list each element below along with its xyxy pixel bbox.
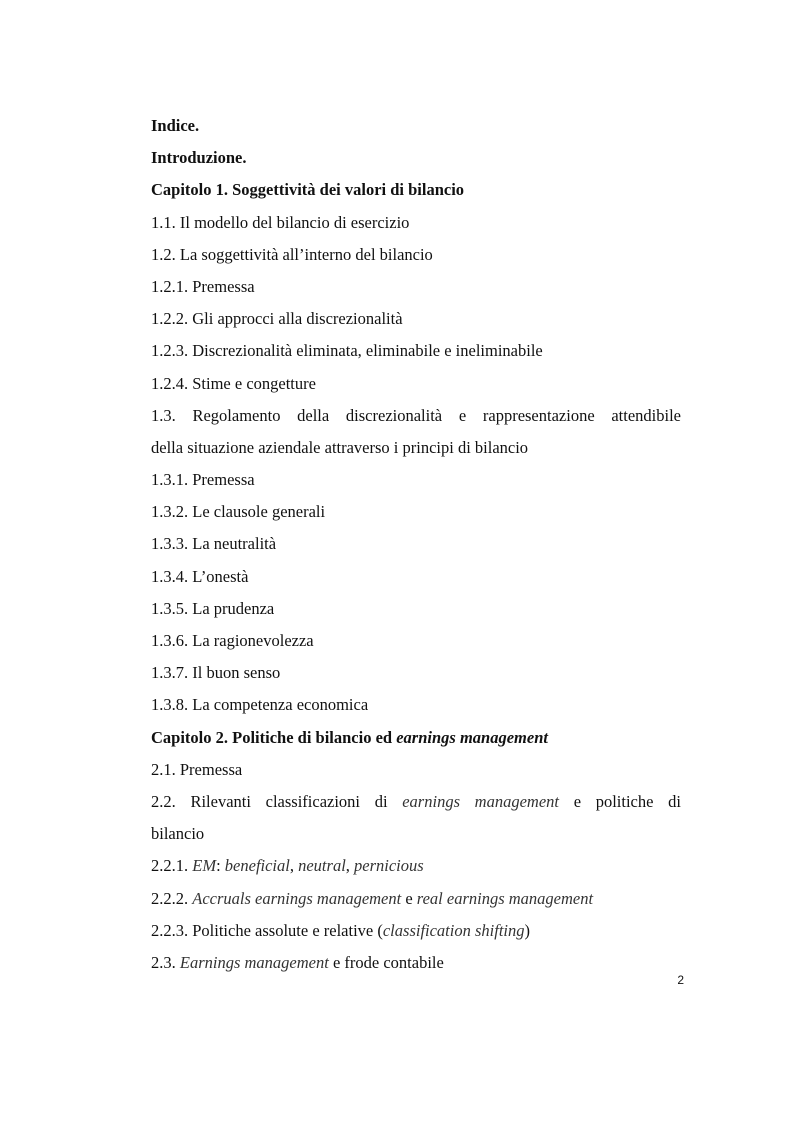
toc-section-2-3-num: 2.3. — [151, 952, 180, 972]
toc-section-2-2-3-italic: classification shifting — [382, 920, 525, 940]
toc-section-1-3-5: 1.3.5. La prudenza — [151, 598, 275, 618]
toc-section-2-2-2-conj: e — [401, 888, 417, 908]
toc-section-2-2-1-colon: : — [216, 856, 225, 876]
toc-chapter-2 — [151, 722, 681, 754]
page-number: 2 — [677, 973, 684, 987]
toc-section-2-2-2-num: 2.2.2. — [151, 888, 193, 908]
toc-section-2-2-text-a: 2.2. Rilevanti classificazioni di — [151, 791, 403, 811]
toc-section-2-2-1 — [151, 850, 681, 882]
toc-section-1-3-4: 1.3.4. L’onestà — [151, 566, 249, 586]
toc-section-2-2-italic: earnings management — [402, 791, 559, 811]
toc-section-1-2: 1.2. La soggettività all’interno del bilancio — [151, 244, 433, 264]
table-of-contents — [151, 110, 681, 979]
toc-section-2-2-2 — [151, 883, 681, 915]
toc-section-2-2-line-1 — [151, 786, 681, 818]
toc-section-2-2-3-text: 2.2.3. Politiche assolute e relative ( — [151, 920, 383, 940]
toc-section-2-3-text: e frode contabile — [328, 952, 444, 972]
toc-section-2-2-1-neutral: neutral — [298, 856, 346, 876]
toc-section-2-2-3-close: ) — [524, 920, 530, 940]
toc-section-1-3-2: 1.3.2. Le clausole generali — [151, 502, 326, 522]
toc-section-1-3-line-1: 1.3. Regolamento della discrezionalità e rappresentazione attendibile — [151, 405, 681, 425]
toc-section-2-2-1-comma-1: , — [289, 856, 299, 876]
toc-section-1-2-2: 1.2.2. Gli approcci alla discrezionalità — [151, 309, 403, 329]
toc-section-1-3-line-2: della situazione aziendale attraverso i principi di bilancio — [151, 437, 529, 457]
toc-section-1-1: 1.1. Il modello del bilancio di esercizio — [151, 212, 410, 232]
toc-section-2-3 — [151, 947, 681, 979]
toc-section-1-3-8: 1.3.8. La competenza economica — [151, 695, 369, 715]
toc-section-1-3-3: 1.3.3. La neutralità — [151, 534, 277, 554]
toc-chapter-2-italic: earnings management — [396, 727, 548, 747]
toc-indice: Indice. — [151, 116, 200, 135]
toc-section-2-1: 2.1. Premessa — [151, 759, 243, 779]
toc-section-1-2-3: 1.2.3. Discrezionalità eliminata, eliminabile e ineliminabile — [151, 341, 543, 361]
toc-section-2-2-line-2: bilancio — [151, 824, 205, 844]
toc-section-2-2-1-em: EM — [192, 856, 217, 876]
toc-section-2-2-1-num: 2.2.1. — [151, 856, 193, 876]
toc-section-2-2-text-c: e politiche di — [559, 791, 681, 811]
toc-section-1-2-1: 1.2.1. Premessa — [151, 276, 255, 296]
toc-section-2-2-1-beneficial: beneficial — [224, 856, 290, 876]
toc-section-1-2-4: 1.2.4. Stime e congetture — [151, 373, 316, 393]
toc-section-2-2-2-real: real earnings management — [416, 888, 594, 908]
toc-section-2-2-1-pernicious: pernicious — [354, 856, 424, 876]
toc-section-2-2-2-accruals: Accruals earnings management — [192, 888, 402, 908]
toc-section-2-3-italic: Earnings management — [179, 952, 329, 972]
toc-chapter-2-text: Capitolo 2. Politiche di bilancio ed — [151, 727, 397, 747]
toc-chapter-1: Capitolo 1. Soggettività dei valori di bilancio — [151, 180, 465, 200]
toc-section-1-3-1: 1.3.1. Premessa — [151, 470, 255, 490]
toc-introduzione: Introduzione. — [151, 148, 247, 168]
toc-section-1-3-6: 1.3.6. La ragionevolezza — [151, 631, 314, 650]
toc-section-2-2-3 — [151, 915, 681, 947]
toc-section-1-3-7: 1.3.7. Il buon senso — [151, 663, 281, 683]
toc-section-2-2-1-comma-2: , — [345, 856, 355, 876]
